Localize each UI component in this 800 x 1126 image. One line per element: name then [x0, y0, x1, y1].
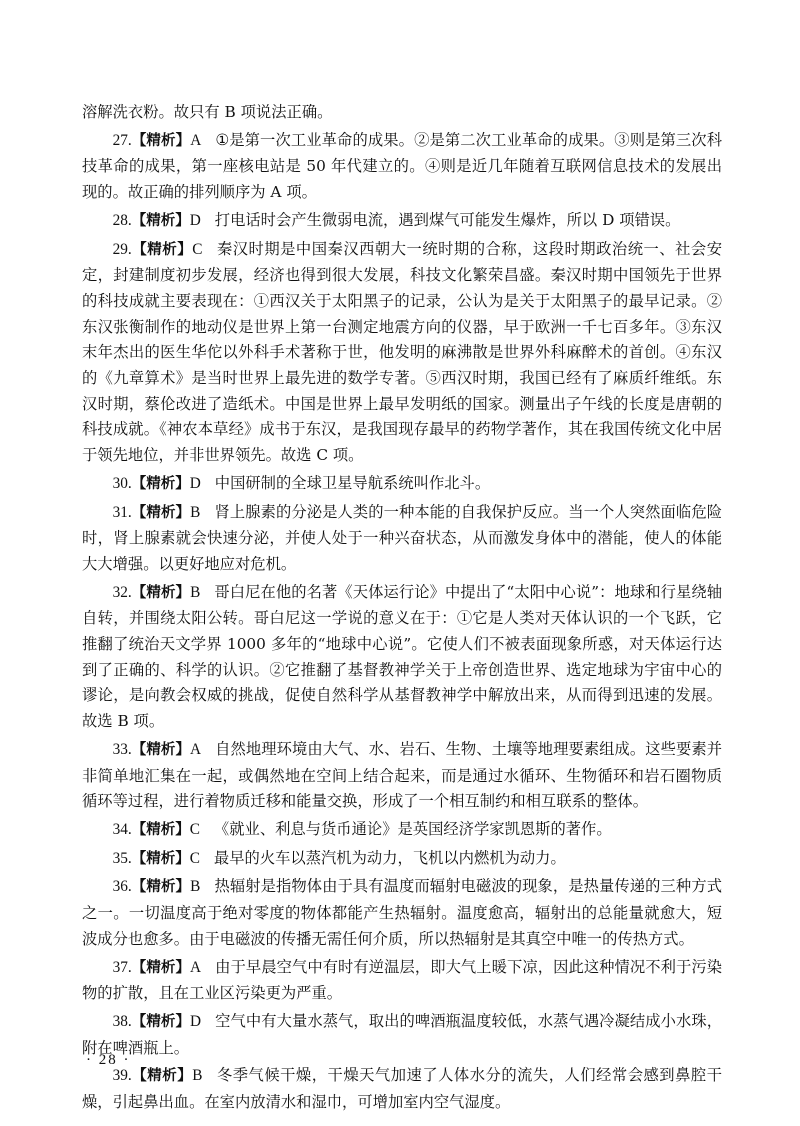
analysis-label: 【精析】: [131, 241, 193, 258]
analysis-label: 【精析】: [131, 584, 191, 601]
answer-item: [82, 846, 722, 873]
answer-item: [82, 471, 722, 498]
question-number: 34.: [112, 820, 132, 838]
question-number: 37.: [112, 958, 132, 976]
analysis-label: 【精析】: [131, 212, 190, 229]
question-number: 32.: [112, 583, 132, 601]
question-number: 35.: [112, 849, 132, 867]
answer-item: [82, 128, 722, 206]
answer-letter: C: [189, 849, 200, 867]
analysis-label: 【精析】: [131, 1013, 191, 1030]
answer-letter: B: [192, 1067, 203, 1085]
answer-letter: B: [190, 583, 201, 601]
question-number: 33.: [112, 740, 132, 758]
explanation-text: 哥白尼在他的名著《天体运行论》中提出了“太阳中心说”：地球和行星绕轴自转，并围绕太阳公转。哥白尼这一学说的意义在于：①它是人类对天体认识的一个飞跃，它推翻了统治天文学界 1000 多年的“地球中心说”。它使人们不被表面现象所惑，对天体运行达到了正确的、科学的认识。②它推翻了基督教神学关于上帝创造世界、选定地球为宇宙中心的谬论，是向教会权威的挑战，促使自然科学从基督教神学中解放出来，从而得到迅速的发展。故选 B 项。: [82, 582, 722, 731]
answer-letter: D: [190, 1012, 202, 1030]
answer-letter: C: [192, 240, 203, 258]
explanation-text: 空气中有大量水蒸气，取出的啤酒瓶温度较低，水蒸气遇冷凝结成小水珠，附在啤酒瓶上。: [82, 1011, 722, 1057]
answer-item: [82, 500, 722, 578]
question-number: 28.: [112, 211, 132, 229]
explanation-text: 秦汉时期是中国秦汉西朝大一统时期的合称，这段时期政治统一、社会安定，封建制度初步发展，经济也得到很大发展，科技文化繁荣昌盛。秦汉时期中国领先于世界的科技成就主要表现在：①西汉关于太阳黑子的记录，公认为是关于太阳黑子的最早记录。②东汉张衡制作的地动仪是世界上第一台测定地震方向的仪器，早于欧洲一千七百多年。③东汉末年杰出的医生华佗以外科手术著称于世，他发明的麻沸散是世界外科麻醉术的首创。④东汉的《九章算术》是当时世界上最先进的数学专著。⑤西汉时期，我国已经有了麻质纤维纸。东汉时期，蔡伦改进了造纸术。中国是世界上最早发明纸的国家。测量出子午线的长度是唐朝的科技成就。《神农本草经》成书于东汉，是我国现存最早的药物学著作，其在我国传统文化中居于领先地位，并非世界领先。故选 C 项。: [82, 239, 722, 465]
analysis-label: 【精析】: [131, 1068, 193, 1085]
analysis-label: 【精析】: [131, 959, 191, 976]
answer-letter: A: [190, 740, 202, 758]
question-number: 27.: [112, 131, 132, 149]
explanation-text: 中国研制的全球卫星导航系统叫作北斗。: [214, 473, 491, 492]
answer-letter: A: [190, 131, 202, 149]
answer-letter: B: [190, 878, 201, 896]
answer-item: [82, 737, 722, 815]
answer-item: [82, 955, 722, 1007]
page-number: · 28 ·: [86, 1052, 131, 1068]
analysis-label: 【精析】: [131, 879, 191, 896]
answer-letter: D: [189, 474, 201, 492]
explanation-text: ①是第一次工业革命的成果。②是第二次工业革命的成果。③则是第三次科技革命的成果，第一座核电站是 50 年代建立的。④则是近几年随着互联网信息技术的发展出现的。故正确的排列顺序为 A 项。: [82, 130, 723, 202]
analysis-label: 【精析】: [131, 850, 190, 867]
answer-letter: B: [190, 503, 201, 521]
question-number: 38.: [112, 1012, 132, 1030]
answer-item: [82, 208, 722, 235]
explanation-text: 冬季气候干燥，干燥天气加速了人体水分的流失，人们经常会感到鼻腔干燥，引起鼻出血。在室内放清水和湿巾，可增加室内空气湿度。: [82, 1066, 722, 1112]
question-number: 31.: [112, 503, 132, 521]
analysis-label: 【精析】: [131, 132, 191, 149]
answer-item: [82, 237, 722, 469]
answer-item: [82, 580, 722, 735]
question-number: 29.: [112, 240, 132, 258]
explanation-text: 由于早晨空气中有时有逆温层，即大气上暖下凉，因此这种情况不利于污染物的扩散，且在工业区污染更为严重。: [82, 957, 722, 1003]
explanation-text: 热辐射是指物体由于具有温度而辐射电磁波的现象，是热量传递的三种方式之一。一切温度高于绝对零度的物体都能产生热辐射。温度愈高，辐射出的总能量就愈大，短波成分也愈多。由于电磁波的传播无需任何介质，所以热辐射是其真空中唯一的传热方式。: [82, 877, 722, 948]
explanation-text: 肾上腺素的分泌是人类的一种本能的自我保护反应。当一个人突然面临危险时，肾上腺素就会快速分泌，并使人处于一种兴奋状态，从而激发身体中的潜能，使人的体能大大增强。以更好地应对危机。: [82, 502, 722, 573]
explanation-text: 《就业、利息与货币通论》是英国经济学家凯恩斯的著作。: [213, 819, 612, 838]
question-number: 30.: [112, 474, 132, 492]
intro-paragraph: 溶解洗衣粉。故只有 B 项说法正确。: [82, 103, 333, 121]
answer-item: [82, 1063, 722, 1115]
answer-content: [82, 100, 722, 1118]
answer-letter: D: [189, 211, 201, 229]
analysis-label: 【精析】: [131, 475, 190, 492]
question-number: 39.: [112, 1067, 132, 1085]
answer-item: [82, 874, 722, 952]
answer-list: [82, 128, 722, 1116]
analysis-label: 【精析】: [131, 821, 190, 838]
explanation-text: 自然地理环境由大气、水、岩石、生物、土壤等地理要素组成。这些要素并非简单地汇集在一起，或偶然地在空间上结合起来，而是通过水循环、生物循环和岩石圈物质循环等过程，进行着物质迁移和能量交换，形成了一个相互制约和相互联系的整体。: [82, 739, 722, 811]
analysis-label: 【精析】: [131, 504, 191, 521]
question-number: 36.: [112, 878, 132, 896]
answer-item: [82, 817, 722, 844]
analysis-label: 【精析】: [131, 741, 191, 758]
answer-letter: A: [190, 958, 202, 976]
answer-letter: C: [189, 820, 200, 838]
answer-item: [82, 1009, 722, 1061]
explanation-text: 最早的火车以蒸汽机为动力，飞机以内燃机为动力。: [213, 848, 566, 867]
explanation-text: 打电话时会产生微弱电流，遇到煤气可能发生爆炸，所以 D 项错误。: [214, 210, 681, 229]
